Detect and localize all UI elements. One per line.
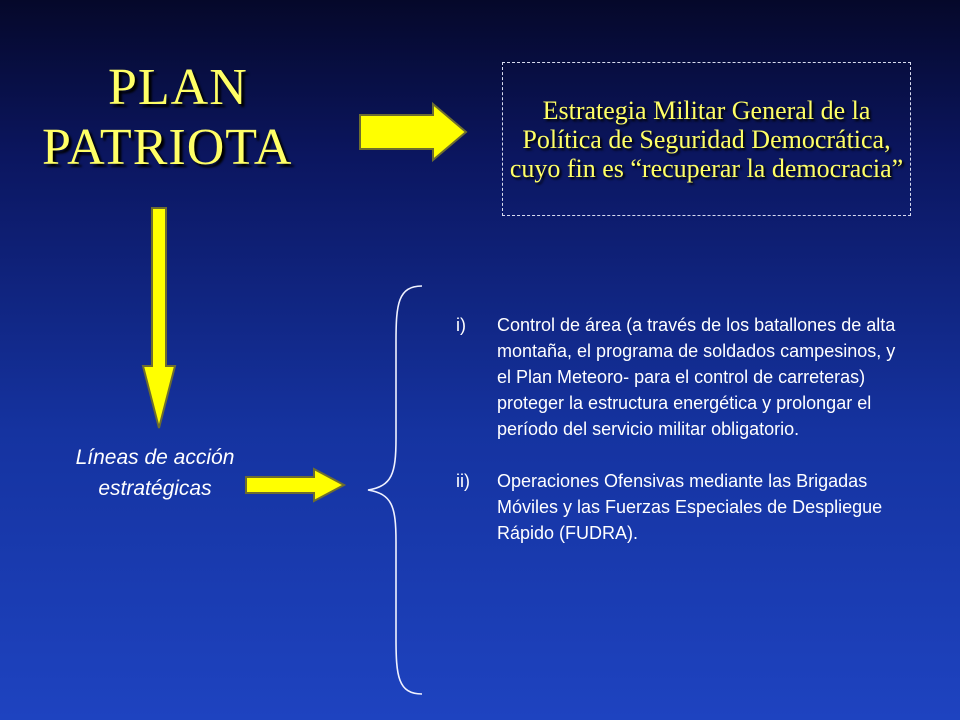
list-item-text: Control de área (a través de los batallones de alta montaña, el programa de soldados campesinos, y el Plan Meteoro- para el control de carreteras) proteger la estructura energética y prolongar el período del servicio militar obligatorio.: [497, 315, 896, 439]
definition-box: [502, 62, 911, 216]
list-item: [456, 468, 908, 546]
list-item: [456, 312, 908, 442]
strategic-lines-rest: de acción estratégicas: [98, 446, 235, 500]
list-item-number: i): [456, 315, 466, 335]
title-line-1: PLAN: [108, 59, 248, 116]
page-title: [42, 58, 332, 178]
curly-brace-icon: [362, 282, 426, 698]
strategic-lines-word: Líneas: [75, 446, 139, 469]
title-line-2: PATRIOTA: [42, 119, 293, 176]
list-item-number: ii): [456, 471, 470, 491]
action-lines-list: [456, 312, 908, 546]
right-arrow-icon: [242, 466, 348, 504]
strategic-lines-label: [60, 442, 250, 504]
right-arrow-icon: [356, 100, 472, 164]
down-arrow-icon: [140, 204, 178, 432]
definition-text: Estrategia Militar General de la Política de Seguridad Democrática, cuyo fin es “recuperar la democracia”: [509, 95, 904, 183]
list-item-text: Operaciones Ofensivas mediante las Brigadas Móviles y las Fuerzas Especiales de Despliegue Rápido (FUDRA).: [497, 471, 883, 543]
